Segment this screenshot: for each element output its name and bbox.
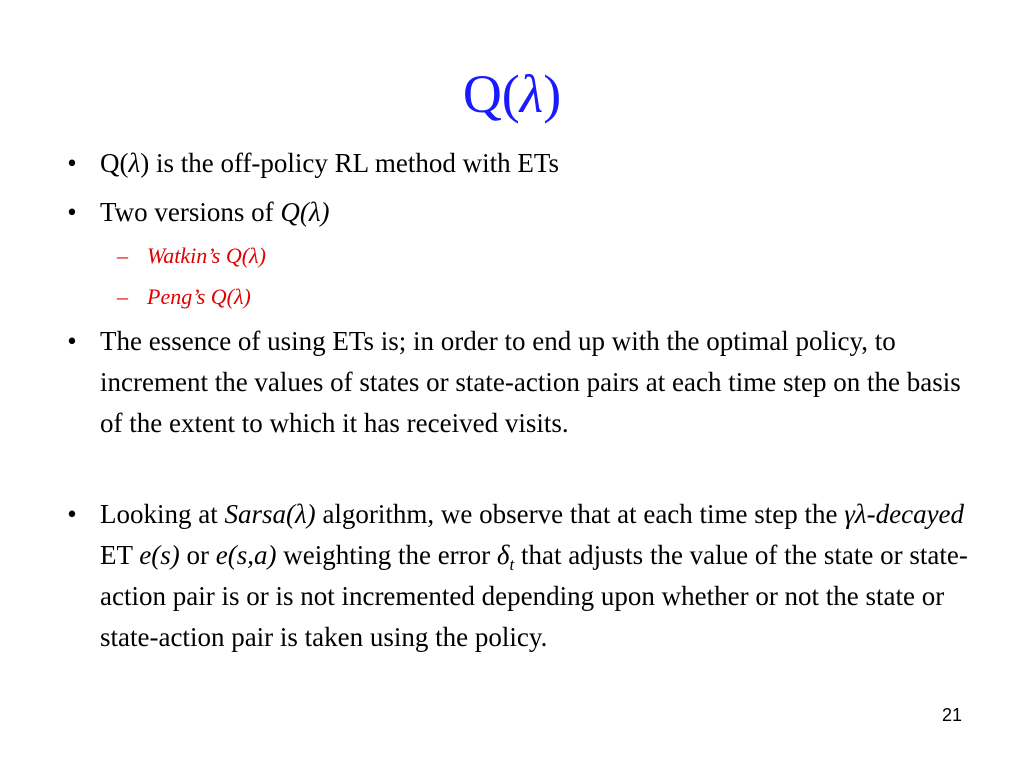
- bullet-2-text: [100, 192, 980, 233]
- b4-part-1: Looking at: [100, 499, 225, 529]
- sub-bullet-1-text: Watkin’s Q(λ): [147, 243, 266, 268]
- title-prefix: Q(: [462, 64, 520, 124]
- b1-part-1: Q(: [100, 148, 129, 178]
- title-suffix: ): [543, 64, 562, 124]
- b4-sarsa-lambda: Sarsa(λ): [224, 499, 316, 529]
- dash-marker: –: [117, 243, 128, 268]
- b1-part-2: ) is the off-policy RL method with ETs: [140, 148, 560, 178]
- slide-title: [0, 62, 1024, 126]
- dash-marker: –: [117, 284, 128, 309]
- bullet-3-text: The essence of using ETs is; in order to end up with the optimal policy, to increment the values of states or state-action pairs at each time step on the basis of the extent to which it has received visits.: [100, 326, 961, 438]
- b2-part-1: Two versions of: [100, 197, 281, 227]
- page-number: 21: [941, 705, 962, 725]
- b4-delta-subscript: t: [509, 555, 515, 574]
- bullet-4-text: [100, 494, 980, 658]
- bullet-marker: •: [67, 148, 77, 178]
- bullet-marker: •: [67, 499, 77, 529]
- b4-part-5: weighting the error: [276, 540, 497, 570]
- b1-lambda: λ: [128, 148, 141, 178]
- bullet-marker: •: [67, 197, 77, 227]
- b2-q-lambda: Q(λ): [280, 197, 330, 227]
- b4-part-2: algorithm, we observe that at each time step the: [315, 499, 845, 529]
- b4-delta: δ: [496, 540, 510, 570]
- bullet-marker: •: [67, 326, 77, 356]
- bullet-1-text: [100, 143, 980, 184]
- b4-part-4: or: [179, 540, 216, 570]
- b4-part-6: that adjusts the value of the state or state-action pair is or is not incremented depending upon whether or not the state or state-action pair is taken using the policy.: [100, 540, 968, 652]
- b4-gamma-lambda: γλ: [844, 499, 867, 529]
- sub-bullet-2-text: Peng’s Q(λ): [147, 284, 251, 309]
- b4-decayed: -decayed: [866, 499, 965, 529]
- b4-part-3: ET: [100, 540, 140, 570]
- b4-e-s: e(s): [139, 540, 180, 570]
- title-lambda: λ: [519, 64, 544, 124]
- b4-e-s-a: e(s,a): [215, 540, 277, 570]
